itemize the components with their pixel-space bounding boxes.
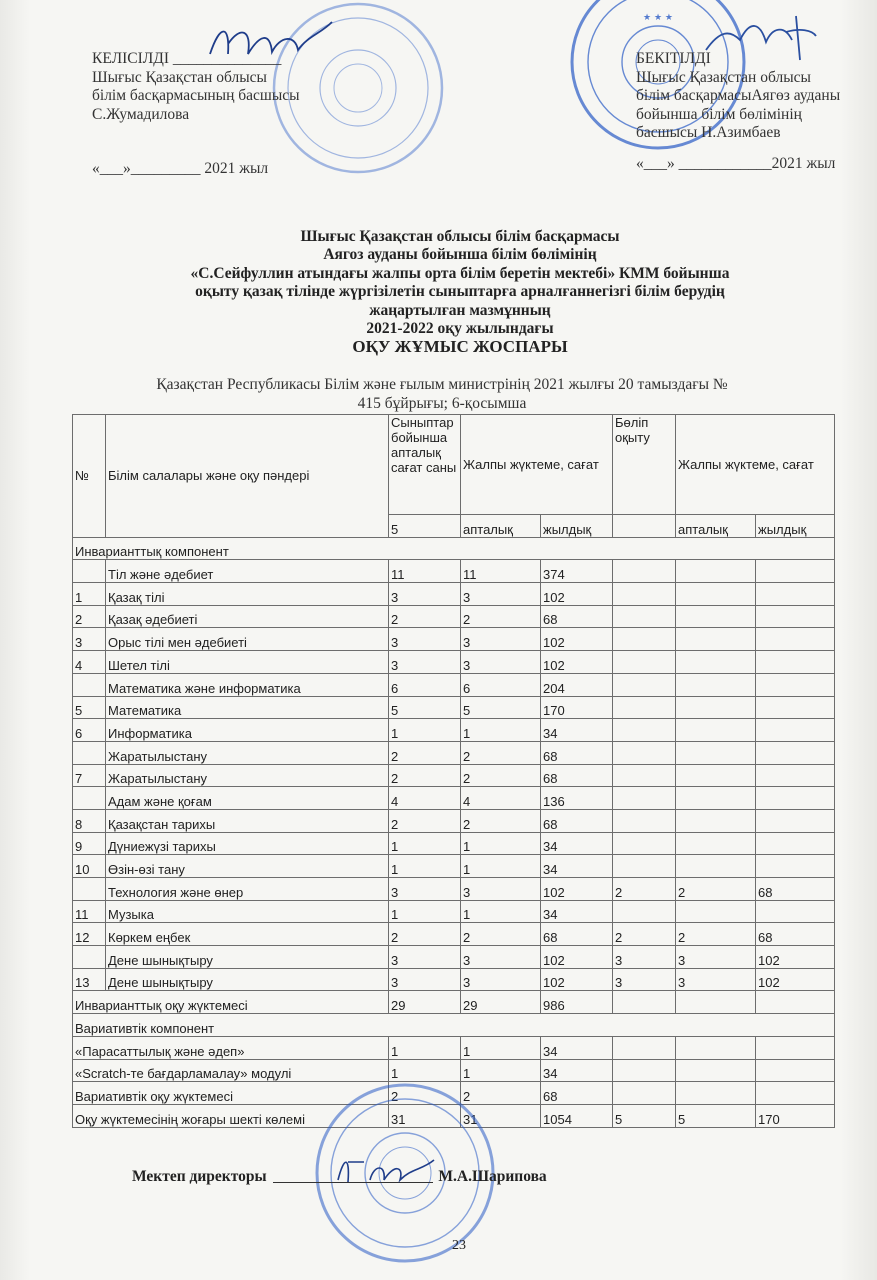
cell-yearly: 986 [541,991,613,1014]
cell-yearly: 136 [541,787,613,810]
cell-subject: Технология және өнер [106,878,389,901]
cell-num: 12 [73,923,106,946]
table-row [73,605,835,628]
approval-right-line: басшысы Н.Азимбаев [636,124,781,141]
table-row [73,946,835,969]
cell-weekly-2 [676,1082,756,1105]
cell-yearly: 102 [541,651,613,674]
approval-left-line: білім басқармасының басшысы [92,87,300,104]
cell-yearly-2 [756,832,835,855]
cell-hours: 4 [389,787,461,810]
header-num: № [73,415,106,538]
cell-weekly: 11 [461,560,541,583]
table-row [73,900,835,923]
cell-weekly-2 [676,1036,756,1059]
cell-hours: 2 [389,1082,461,1105]
cell-yearly-2 [756,560,835,583]
cell-hours: 1 [389,855,461,878]
cell-yearly: 68 [541,764,613,787]
cell-hours: 31 [389,1104,461,1127]
summary-label: «Парасаттылық және әдеп» [73,1036,389,1059]
cell-weekly: 1 [461,719,541,742]
cell-weekly-2 [676,673,756,696]
cell-split: 3 [613,968,676,991]
table-row [73,741,835,764]
cell-split [613,1059,676,1082]
table-section-row [73,537,835,560]
cell-split: 3 [613,946,676,969]
cell-num: 6 [73,719,106,742]
header-weekly-hours: Сыныптар бойынша апталық сағат саны [389,415,461,515]
cell-weekly-2 [676,719,756,742]
cell-num: 4 [73,651,106,674]
cell-yearly: 34 [541,1036,613,1059]
approval-right-line: білім басқармасыАягөз ауданы [636,87,841,104]
cell-yearly: 34 [541,832,613,855]
cell-num [73,787,106,810]
approval-left-line: Шығыс Қазақстан облысы [92,68,267,86]
cell-weekly: 3 [461,583,541,606]
header-split: Бөліп оқыту [613,415,676,515]
cell-weekly: 1 [461,1059,541,1082]
signature-role: Мектеп директоры [132,1168,267,1185]
cell-yearly-2 [756,809,835,832]
cell-subject: Адам және қоғам [106,787,389,810]
cell-split [613,1036,676,1059]
approval-left-date: «___»_________ 2021 жыл [92,160,269,177]
cell-weekly: 2 [461,741,541,764]
cell-hours: 1 [389,719,461,742]
header-grade: 5 [389,515,461,538]
cell-split [613,628,676,651]
cell-yearly: 34 [541,719,613,742]
cell-weekly-2 [676,991,756,1014]
cell-weekly: 2 [461,923,541,946]
signature-name: М.А.Шарипова [438,1168,547,1185]
signature-right [700,10,820,70]
cell-weekly-2 [676,855,756,878]
svg-text:★ ★ ★: ★ ★ ★ [643,13,673,23]
cell-yearly: 102 [541,968,613,991]
approval-right-date: «___» ____________2021 жыл [636,155,836,172]
table-row [73,809,835,832]
approval-left-line: КЕЛІСІЛДІ ______________ [92,50,282,67]
table-row [73,832,835,855]
cell-yearly: 34 [541,1059,613,1082]
table-row [73,855,835,878]
cell-subject: Жаратылыстану [106,764,389,787]
cell-yearly-2 [756,787,835,810]
cell-num: 10 [73,855,106,878]
document-title [40,228,877,357]
cell-weekly: 31 [461,1104,541,1127]
cell-weekly: 1 [461,855,541,878]
cell-weekly-2: 3 [676,946,756,969]
cell-num [73,673,106,696]
cell-hours: 3 [389,968,461,991]
cell-yearly-2 [756,764,835,787]
cell-hours: 5 [389,696,461,719]
cell-weekly: 1 [461,900,541,923]
cell-num [73,560,106,583]
cell-weekly: 2 [461,809,541,832]
summary-label: Оқу жүктемесінің жоғары шекті көлемі [73,1104,389,1127]
cell-yearly: 68 [541,605,613,628]
cell-hours: 3 [389,878,461,901]
table-row [73,673,835,696]
cell-weekly: 5 [461,696,541,719]
cell-weekly-2 [676,696,756,719]
cell-weekly-2 [676,628,756,651]
basis-line: 415 бұйрығы; 6-қосымша [357,394,527,412]
doc-heading: ОҚУ ЖҰМЫС ЖОСПАРЫ [352,337,568,357]
header-total-load: Жалпы жүктеме, сағат [461,415,613,515]
legal-basis [72,376,812,413]
cell-weekly-2 [676,787,756,810]
cell-weekly-2 [676,832,756,855]
cell-num [73,878,106,901]
title-line: Аягоз ауданы бойынша білім бөлімінің [323,246,597,264]
table-row [73,651,835,674]
page-number: 23 [452,1238,466,1253]
cell-num [73,946,106,969]
title-line: Шығыс Қазақстан облысы білім басқармасы [300,228,620,245]
cell-yearly-2 [756,1036,835,1059]
cell-hours: 2 [389,809,461,832]
cell-split [613,991,676,1014]
cell-subject: Жаратылыстану [106,741,389,764]
cell-yearly-2 [756,719,835,742]
cell-weekly-2: 3 [676,968,756,991]
cell-subject: Қазақ әдебиеті [106,605,389,628]
cell-hours: 2 [389,923,461,946]
cell-weekly: 1 [461,1036,541,1059]
cell-split [613,1082,676,1105]
cell-weekly-2 [676,1059,756,1082]
cell-weekly-2 [676,583,756,606]
header-subjects: Білім салалары және оқу пәндері [106,415,389,538]
cell-hours: 1 [389,900,461,923]
cell-weekly: 2 [461,764,541,787]
cell-yearly-2 [756,651,835,674]
cell-subject: Өзін-өзі тану [106,855,389,878]
table-row [73,560,835,583]
cell-subject: Музыка [106,900,389,923]
cell-num: 7 [73,764,106,787]
cell-weekly-2 [676,764,756,787]
cell-subject: Математика және информатика [106,673,389,696]
signature-left [200,14,340,74]
cell-split [613,583,676,606]
table-row [73,878,835,901]
cell-split [613,719,676,742]
cell-subject: Қазақстан тарихы [106,809,389,832]
cell-split [613,855,676,878]
approval-right-line: Шығыс Қазақстан облысы [636,68,811,86]
cell-split: 2 [613,923,676,946]
cell-yearly: 204 [541,673,613,696]
summary-label: «Scratch-те бағдарламалау» модулі [73,1059,389,1082]
summary-label: Инварианттық оқу жүктемесі [73,991,389,1014]
cell-split [613,832,676,855]
table-row [73,583,835,606]
cell-weekly: 1 [461,832,541,855]
cell-weekly-2: 2 [676,923,756,946]
cell-num: 9 [73,832,106,855]
cell-weekly: 4 [461,787,541,810]
cell-split [613,651,676,674]
table-section-row [73,1014,835,1037]
cell-hours: 2 [389,764,461,787]
cell-split [613,809,676,832]
header-total-load-split: Жалпы жүктеме, сағат [676,415,835,515]
cell-yearly-2 [756,741,835,764]
cell-yearly-2 [756,855,835,878]
cell-yearly: 102 [541,628,613,651]
cell-yearly: 170 [541,696,613,719]
cell-weekly: 2 [461,605,541,628]
header-yearly: жылдық [541,515,613,538]
cell-subject: Көркем еңбек [106,923,389,946]
cell-yearly: 102 [541,878,613,901]
cell-yearly: 68 [541,741,613,764]
cell-hours: 3 [389,946,461,969]
cell-weekly: 2 [461,1082,541,1105]
cell-yearly-2: 102 [756,946,835,969]
cell-num: 3 [73,628,106,651]
table-body [73,537,835,1127]
cell-yearly-2 [756,673,835,696]
cell-yearly: 1054 [541,1104,613,1127]
cell-num: 8 [73,809,106,832]
cell-hours: 11 [389,560,461,583]
table-summary-row [73,1036,835,1059]
cell-weekly-2: 5 [676,1104,756,1127]
cell-weekly: 3 [461,968,541,991]
cell-split: 2 [613,878,676,901]
table-row [73,696,835,719]
cell-weekly: 6 [461,673,541,696]
director-signature [330,1150,440,1190]
cell-subject: Математика [106,696,389,719]
cell-split [613,696,676,719]
cell-subject: Информатика [106,719,389,742]
header-weekly: апталық [461,515,541,538]
cell-hours: 1 [389,1059,461,1082]
approval-left-line: С.Жумадилова [92,105,190,123]
cell-yearly-2 [756,1082,835,1105]
cell-hours: 1 [389,1036,461,1059]
cell-yearly-2: 68 [756,923,835,946]
cell-weekly-2: 2 [676,878,756,901]
section-label: Вариативтік компонент [73,1014,835,1037]
cell-yearly-2: 68 [756,878,835,901]
cell-subject: Дене шынықтыру [106,946,389,969]
cell-yearly-2: 102 [756,968,835,991]
cell-weekly: 3 [461,878,541,901]
title-line: жаңартылған мазмұнның [369,301,551,319]
title-line: 2021-2022 оқу жылындағы [366,320,554,338]
cell-yearly: 34 [541,900,613,923]
table-row [73,787,835,810]
cell-yearly-2 [756,583,835,606]
cell-yearly: 34 [541,855,613,878]
curriculum-table [72,414,835,1128]
header-weekly-2: апталық [676,515,756,538]
cell-hours: 3 [389,628,461,651]
cell-num: 13 [73,968,106,991]
cell-hours: 6 [389,673,461,696]
table-row [73,764,835,787]
cell-split [613,787,676,810]
table-summary-row [73,991,835,1014]
cell-weekly: 3 [461,946,541,969]
approval-right-line: бойынша білім бөлімінің [636,105,802,123]
cell-yearly: 68 [541,923,613,946]
cell-yearly: 374 [541,560,613,583]
cell-yearly: 102 [541,946,613,969]
cell-hours: 2 [389,741,461,764]
section-label: Инварианттық компонент [73,537,835,560]
cell-hours: 2 [389,605,461,628]
approval-right-line: БЕКІТІЛДІ [636,50,711,67]
cell-split [613,741,676,764]
cell-weekly: 3 [461,628,541,651]
cell-yearly-2 [756,628,835,651]
cell-yearly-2 [756,605,835,628]
basis-line: Қазақстан Республикасы Білім және ғылым министрінің 2021 жылғы 20 тамыздағы № [156,376,728,393]
cell-weekly: 3 [461,651,541,674]
cell-yearly-2: 170 [756,1104,835,1127]
cell-hours: 3 [389,651,461,674]
table-row [73,923,835,946]
cell-subject: Дүниежүзі тарихы [106,832,389,855]
table-row [73,628,835,651]
header-yearly-2: жылдық [756,515,835,538]
cell-split [613,764,676,787]
table-row [73,968,835,991]
cell-split: 5 [613,1104,676,1127]
cell-yearly: 68 [541,809,613,832]
title-line: оқыту қазақ тілінде жүргізілетін сыныптарға арналғаннегізгі білім берудің [195,283,725,301]
cell-yearly: 102 [541,583,613,606]
cell-yearly-2 [756,1059,835,1082]
cell-subject: Шетел тілі [106,651,389,674]
cell-yearly: 68 [541,1082,613,1105]
cell-subject: Қазақ тілі [106,583,389,606]
title-line: «С.Сейфуллин атындағы жалпы орта білім беретін мектебі» КММ бойынша [190,264,730,282]
summary-label: Вариативтік оқу жүктемесі [73,1082,389,1105]
cell-yearly-2 [756,991,835,1014]
cell-subject: Орыс тілі мен әдебиеті [106,628,389,651]
cell-num: 1 [73,583,106,606]
header-split-blank [613,515,676,538]
cell-weekly-2 [676,560,756,583]
table-header-row [73,415,835,515]
cell-yearly-2 [756,900,835,923]
cell-split [613,900,676,923]
cell-weekly-2 [676,741,756,764]
cell-hours: 1 [389,832,461,855]
cell-weekly: 29 [461,991,541,1014]
cell-subject: Тіл және әдебиет [106,560,389,583]
cell-yearly-2 [756,696,835,719]
cell-split [613,605,676,628]
cell-num: 2 [73,605,106,628]
cell-split [613,673,676,696]
cell-weekly-2 [676,605,756,628]
cell-weekly-2 [676,651,756,674]
table-row [73,719,835,742]
cell-hours: 29 [389,991,461,1014]
cell-hours: 3 [389,583,461,606]
cell-split [613,560,676,583]
cell-weekly-2 [676,809,756,832]
cell-num: 11 [73,900,106,923]
cell-subject: Дене шынықтыру [106,968,389,991]
cell-weekly-2 [676,900,756,923]
cell-num: 5 [73,696,106,719]
cell-num [73,741,106,764]
